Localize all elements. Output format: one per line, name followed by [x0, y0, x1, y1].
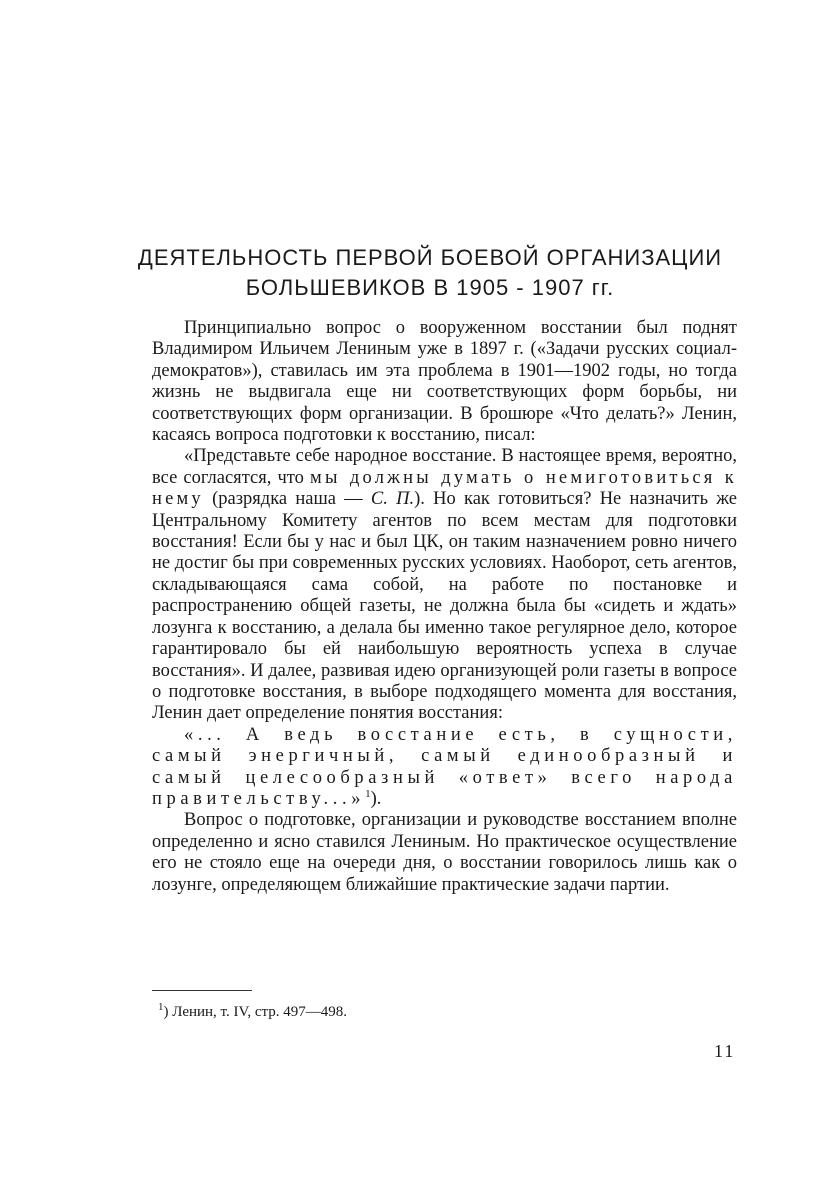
- chapter-title-line-2: БОЛЬШЕВИКОВ В 1905 - 1907 гг.: [245, 275, 615, 300]
- page-number: 11: [714, 1041, 736, 1061]
- definition-spaced-text: «... А ведь восстание есть, в сущности, самый энергичный, самый единообразный и самый целесообразный «ответ» всего народа правительству...»: [152, 724, 737, 809]
- chapter-title-line-1: ДЕЯТЕЛЬНОСТЬ ПЕРВОЙ БОЕВОЙ ОРГАНИЗАЦИИ: [137, 245, 723, 270]
- quote-spaced-emphasis: мы должны думать о немиготовиться к нему: [152, 467, 737, 510]
- footnote-marker: 1: [158, 1001, 164, 1013]
- footnote-divider: [152, 990, 252, 991]
- paragraph-quote: [152, 446, 737, 724]
- definition-end: ).: [370, 788, 382, 809]
- footnote-text: ) Ленин, т. IV, стр. 497—498.: [163, 1004, 348, 1020]
- chapter-title: [110, 243, 750, 303]
- body-text: [152, 318, 737, 896]
- footnote: [158, 1002, 347, 1022]
- paragraph-definition: [152, 725, 737, 811]
- quote-note-author: С. П.: [370, 489, 415, 510]
- paragraph-conclusion: Вопрос о подготовке, организации и руководстве восстанием вполне определенно и ясно ставился Лениным. Но практическое осуществление его не стояло еще на очереди дня, о восстании говорилось лишь как о лозунге, определяющем ближайшие практические задачи партии.: [152, 810, 737, 895]
- footnote-reference[interactable]: 1: [365, 787, 371, 800]
- quote-text-end: ). Но как готовиться? Не назначить же Центральному Комитету агентов по всем местам для подготовки восстания! Если бы у нас и был ЦК, он таким назначением ровно ничего не достиг бы при современных русских условиях. Наоборот, сеть агентов, складывающаяся сама собой, на работе по постановке и распространению общей газеты, не должна была бы «сидеть и ждать» лозунга к восстанию, а делала бы именно такое регулярное дело, которое гарантировало бы ей наибольшую вероятность успеха в случае восстания». И далее, развивая идею организующей роли газеты в вопросе о подготовке восстания, в выборе подходящего момента для восстания, Ленин дает определение понятия восстания:: [152, 489, 738, 724]
- quote-note-start: (разрядка наша —: [203, 489, 371, 510]
- quote-text-start: «Представьте себе народное восстание. В настоящее время, вероятно, все согласятся, что: [152, 446, 737, 488]
- paragraph-intro: Принципиально вопрос о вооруженном восстании был поднят Владимиром Ильичем Лениным уже в 1897 г. («Задачи русских социал-демократов»), ставилась им эта проблема в 1901—1902 годы, но тогда жизнь не выдвигала еще ни соответствующих форм борьбы, ни соответствующих форм организации. В брошюре «Что делать?» Ленин, касаясь вопроса подготовки к восстанию, писал:: [152, 318, 737, 446]
